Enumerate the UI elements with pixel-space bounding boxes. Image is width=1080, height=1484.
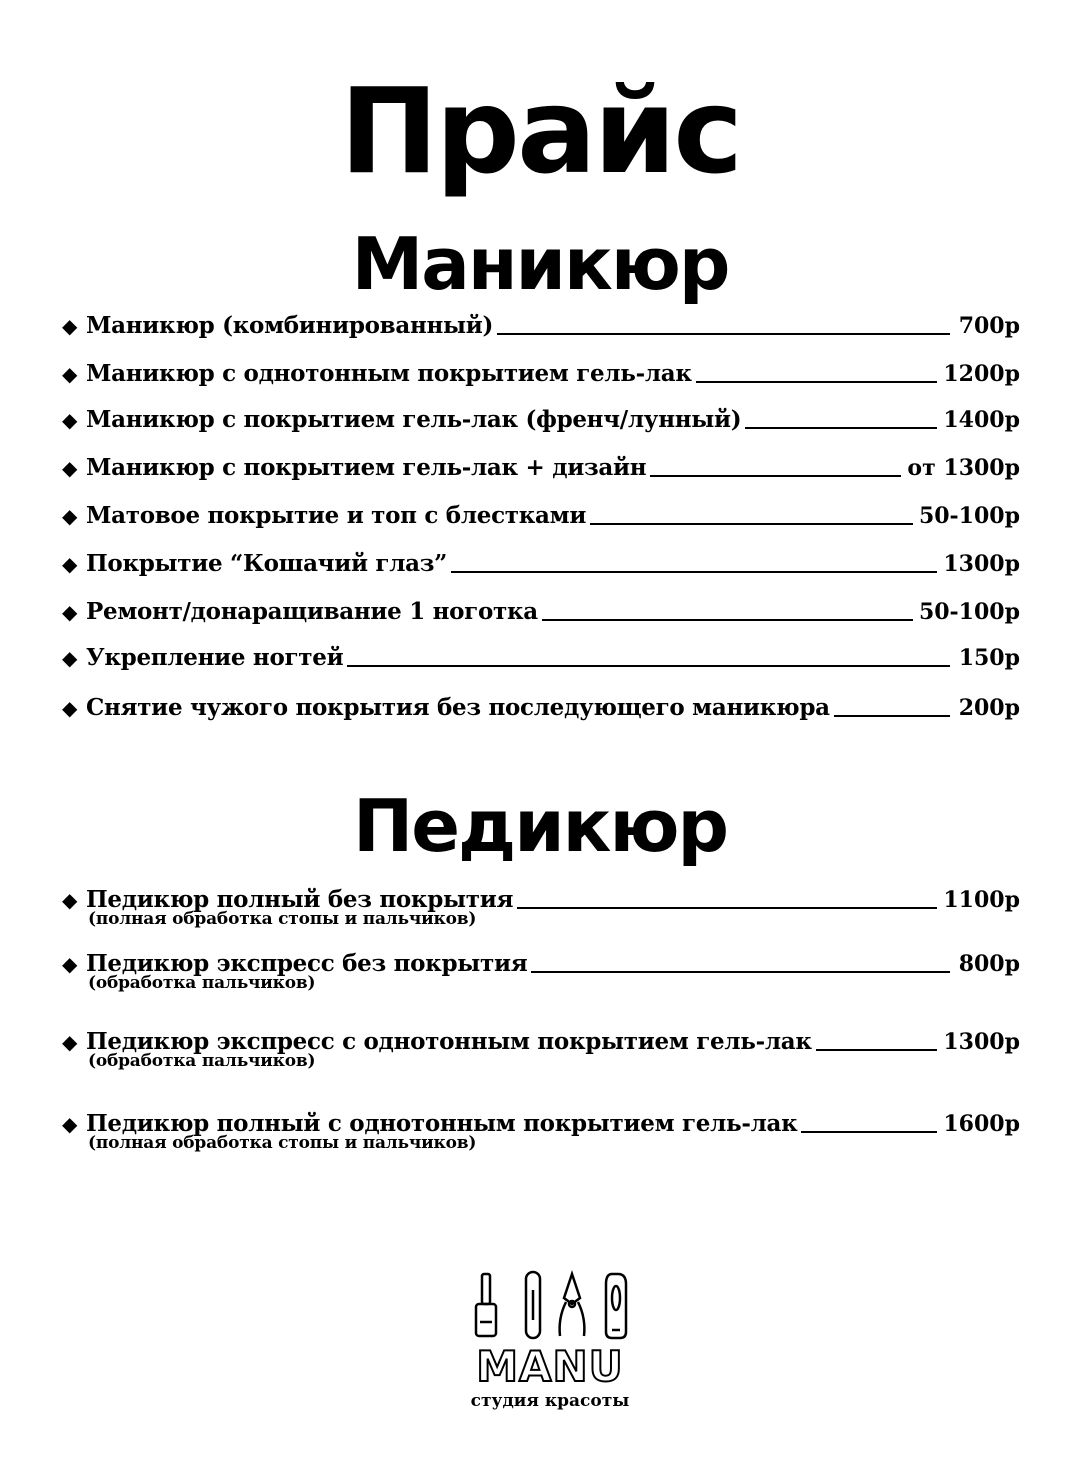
nail-file-icon [526,1272,540,1338]
leader-line [517,907,937,909]
diamond-bullet-icon: ◆ [62,1030,78,1054]
price-item [62,1026,1020,1070]
pedicure-heading: Педикюр [352,784,728,868]
service-name: Педикюр полный без покрытия [86,886,514,913]
price-item [62,310,1020,340]
price-item [62,692,1020,722]
diamond-bullet-icon: ◆ [62,552,78,576]
service-price: от 1300р [907,455,1020,481]
service-name: Маникюр с покрытием гель-лак (френч/лунный) [86,406,742,433]
service-price: 1300р [943,551,1020,577]
service-price: 50-100р [918,503,1020,529]
cuticle-pusher-icon [606,1274,626,1338]
nippers-icon [560,1274,585,1336]
leader-line [347,665,950,667]
service-price: 1100р [943,887,1020,913]
diamond-bullet-icon: ◆ [62,362,78,386]
price-item [62,500,1020,530]
price-item [62,404,1020,434]
logo-brand: MANU [476,1342,624,1391]
price-item [62,548,1020,578]
service-price: 1600р [943,1111,1020,1137]
price-item [62,1108,1020,1152]
price-item [62,596,1020,626]
service-name: Педикюр экспресс с однотонным покрытием гель-лак [86,1028,812,1055]
logo-subtitle: студия красоты [470,1391,630,1411]
service-note: (обработка пальчиков) [88,973,316,993]
diamond-bullet-icon: ◆ [62,646,78,670]
leader-line [497,333,950,335]
leader-line [801,1131,937,1133]
service-name: Маникюр с покрытием гель-лак + дизайн [86,454,647,481]
price-item [62,642,1020,672]
service-name: Маникюр (комбинированный) [86,312,494,339]
price-item [62,358,1020,388]
leader-line [531,971,950,973]
price-item [62,948,1020,992]
service-note: (полная обработка стопы и пальчиков) [88,909,477,929]
diamond-bullet-icon: ◆ [62,888,78,912]
service-price: 1300р [943,1029,1020,1055]
leader-line [542,619,913,621]
service-name: Матовое покрытие и топ с блестками [86,502,587,529]
logo-tools-graphic [460,1270,640,1342]
nail-polish-icon [476,1274,496,1336]
price-item [62,452,1020,482]
diamond-bullet-icon: ◆ [62,952,78,976]
diamond-bullet-icon: ◆ [62,408,78,432]
leader-line [745,427,937,429]
service-note: (полная обработка стопы и пальчиков) [88,1133,477,1153]
leader-line [451,571,937,573]
diamond-bullet-icon: ◆ [62,1112,78,1136]
service-name: Ремонт/донаращивание 1 ноготка [86,598,538,625]
leader-line [590,523,913,525]
diamond-bullet-icon: ◆ [62,600,78,624]
diamond-bullet-icon: ◆ [62,696,78,720]
leader-line [696,381,938,383]
diamond-bullet-icon: ◆ [62,314,78,338]
service-price: 50-100р [918,599,1020,625]
leader-line [650,475,901,477]
service-name: Снятие чужого покрытия без последующего маникюра [86,694,830,721]
page-title: Прайс [339,62,741,200]
service-name: Педикюр экспресс без покрытия [86,950,528,977]
service-name: Укрепление ногтей [86,644,344,671]
service-name: Маникюр с однотонным покрытием гель-лак [86,360,692,387]
service-price: 1400р [943,407,1020,433]
service-name: Педикюр полный с однотонным покрытием гель-лак [86,1110,798,1137]
price-item [62,884,1020,928]
leader-line [834,715,950,717]
studio-logo [460,1270,640,1410]
manicure-heading: Маникюр [351,222,729,306]
service-price: 150р [958,645,1020,671]
leader-line [816,1049,938,1051]
service-price: 1200р [943,361,1020,387]
diamond-bullet-icon: ◆ [62,456,78,480]
service-note: (обработка пальчиков) [88,1051,316,1071]
service-price: 200р [958,695,1020,721]
service-name: Покрытие “Кошачий глаз” [86,550,448,577]
service-price: 700р [958,313,1020,339]
service-price: 800р [958,951,1020,977]
diamond-bullet-icon: ◆ [62,504,78,528]
